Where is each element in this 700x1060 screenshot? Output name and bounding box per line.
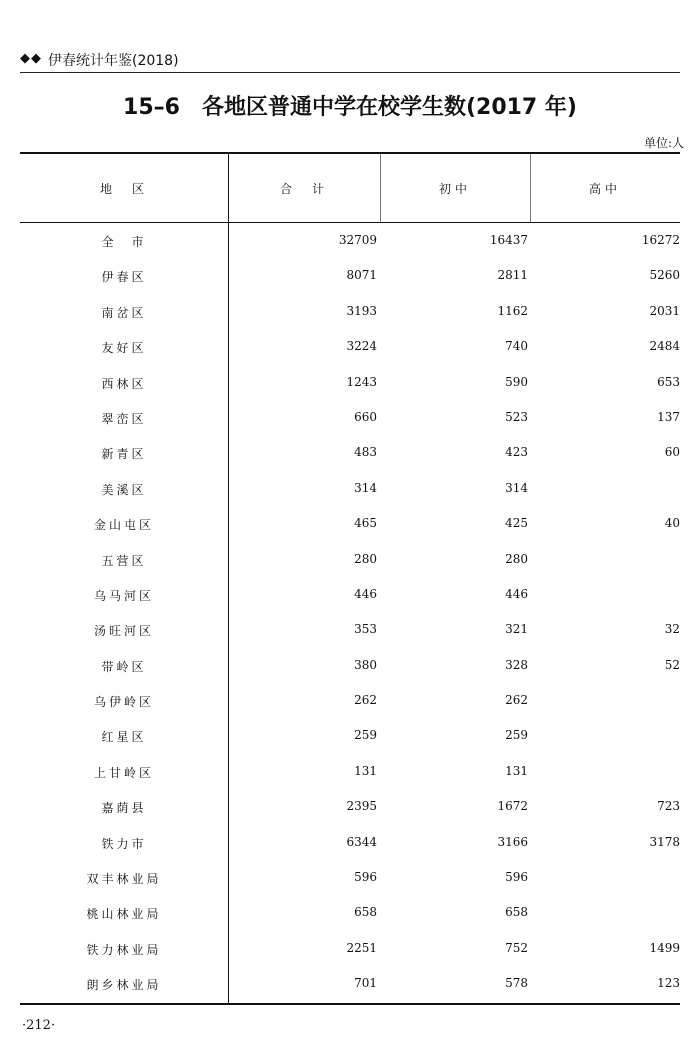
junior-cell: 2811 xyxy=(497,268,528,283)
junior-cell: 423 xyxy=(505,445,528,460)
junior-cell: 590 xyxy=(505,374,528,389)
table-row xyxy=(20,684,680,719)
total-cell: 660 xyxy=(354,409,377,424)
total-cell: 465 xyxy=(354,516,377,531)
senior-cell: 60 xyxy=(664,445,680,460)
table-row xyxy=(20,366,680,401)
table-row xyxy=(20,330,680,365)
diamond-bullets-icon: ◆◆ xyxy=(20,51,42,66)
table-body xyxy=(20,224,680,1003)
table-row xyxy=(20,861,680,896)
table-row xyxy=(20,896,680,931)
table-row xyxy=(20,578,680,613)
statistics-table xyxy=(20,152,680,1005)
total-cell: 32709 xyxy=(338,233,377,247)
total-cell: 3224 xyxy=(346,339,377,354)
region-cell: 全 市 xyxy=(101,235,147,249)
region-cell: 乌马河区 xyxy=(93,588,154,603)
region-cell: 新青区 xyxy=(101,447,147,462)
total-cell: 8071 xyxy=(346,268,377,283)
region-cell: 红星区 xyxy=(101,730,147,745)
column-header-region: 地 区 xyxy=(99,182,148,196)
junior-cell: 578 xyxy=(505,976,528,991)
region-cell: 桃山林业局 xyxy=(86,907,162,922)
total-cell: 1243 xyxy=(346,374,377,389)
table-row xyxy=(20,967,680,1002)
senior-cell: 2484 xyxy=(649,339,680,354)
total-cell: 596 xyxy=(354,870,377,885)
junior-cell: 740 xyxy=(505,339,528,354)
table-row xyxy=(20,790,680,825)
table-row xyxy=(20,649,680,684)
table-row xyxy=(20,224,680,259)
junior-cell: 523 xyxy=(505,409,528,424)
junior-cell: 328 xyxy=(505,657,528,672)
junior-cell: 131 xyxy=(505,763,528,778)
table-row xyxy=(20,826,680,861)
senior-cell: 723 xyxy=(657,799,680,814)
table-row xyxy=(20,613,680,648)
region-cell: 嘉荫县 xyxy=(101,801,147,816)
senior-cell: 16272 xyxy=(641,233,680,247)
total-cell: 3193 xyxy=(346,303,377,318)
junior-cell: 314 xyxy=(505,480,528,495)
unit-label: 单位:人 xyxy=(643,136,684,150)
region-cell: 西林区 xyxy=(101,376,147,391)
total-cell: 131 xyxy=(354,763,377,778)
junior-cell: 596 xyxy=(505,870,528,885)
region-cell: 五营区 xyxy=(101,553,147,568)
junior-cell: 425 xyxy=(505,516,528,531)
column-header-junior: 初中 xyxy=(438,182,471,196)
senior-cell: 137 xyxy=(657,409,680,424)
senior-cell: 123 xyxy=(657,976,680,991)
total-cell: 280 xyxy=(354,551,377,566)
senior-cell: 3178 xyxy=(649,834,680,849)
senior-cell: 40 xyxy=(664,516,680,531)
region-cell: 伊春区 xyxy=(101,270,147,285)
total-cell: 658 xyxy=(354,905,377,920)
region-cell: 铁力市 xyxy=(101,836,147,851)
table-row xyxy=(20,507,680,542)
total-cell: 262 xyxy=(354,693,377,708)
table-row xyxy=(20,401,680,436)
table-header-row xyxy=(20,154,680,223)
junior-cell: 1672 xyxy=(497,799,528,814)
table-row xyxy=(20,295,680,330)
region-cell: 带岭区 xyxy=(101,659,147,674)
region-cell: 双丰林业局 xyxy=(86,872,162,887)
region-cell: 乌伊岭区 xyxy=(93,695,154,710)
region-cell: 南岔区 xyxy=(101,305,147,320)
senior-cell: 2031 xyxy=(649,303,680,318)
total-cell: 259 xyxy=(354,728,377,743)
column-header-total: 合 计 xyxy=(279,182,328,196)
total-cell: 483 xyxy=(354,445,377,460)
junior-cell: 752 xyxy=(505,940,528,955)
region-cell: 金山屯区 xyxy=(93,518,154,533)
table-row xyxy=(20,932,680,967)
junior-cell: 16437 xyxy=(489,233,528,247)
header-divider xyxy=(380,154,381,222)
junior-cell: 3166 xyxy=(497,834,528,849)
table-row xyxy=(20,755,680,790)
running-header xyxy=(20,50,680,72)
column-header-senior: 高中 xyxy=(588,182,621,196)
header-rule xyxy=(20,72,680,73)
table-row xyxy=(20,543,680,578)
total-cell: 2395 xyxy=(346,799,377,814)
region-cell: 友好区 xyxy=(101,341,147,356)
total-cell: 701 xyxy=(354,976,377,991)
senior-cell: 32 xyxy=(664,622,680,637)
total-cell: 353 xyxy=(354,622,377,637)
junior-cell: 446 xyxy=(505,586,528,601)
page-number: ·212· xyxy=(22,1018,56,1033)
junior-cell: 262 xyxy=(505,693,528,708)
total-cell: 2251 xyxy=(346,940,377,955)
junior-cell: 321 xyxy=(505,622,528,637)
running-title: 伊春统计年鉴(2018) xyxy=(48,53,179,69)
senior-cell: 1499 xyxy=(649,940,680,955)
table-row xyxy=(20,436,680,471)
total-cell: 314 xyxy=(354,480,377,495)
region-cell: 美溪区 xyxy=(101,482,147,497)
table-row xyxy=(20,259,680,294)
total-cell: 446 xyxy=(354,586,377,601)
junior-cell: 280 xyxy=(505,551,528,566)
junior-cell: 658 xyxy=(505,905,528,920)
junior-cell: 259 xyxy=(505,728,528,743)
region-cell: 朗乡林业局 xyxy=(86,978,162,993)
total-cell: 6344 xyxy=(346,834,377,849)
region-cell: 上甘岭区 xyxy=(93,765,154,780)
table-row xyxy=(20,719,680,754)
table-title: 15–6 各地区普通中学在校学生数(2017 年) xyxy=(123,95,577,120)
region-cell: 汤旺河区 xyxy=(93,624,154,639)
senior-cell: 5260 xyxy=(649,268,680,283)
region-cell: 铁力林业局 xyxy=(86,942,162,957)
table-row xyxy=(20,472,680,507)
header-divider xyxy=(530,154,531,222)
junior-cell: 1162 xyxy=(497,303,528,318)
senior-cell: 52 xyxy=(664,657,680,672)
total-cell: 380 xyxy=(354,657,377,672)
region-cell: 翠峦区 xyxy=(101,411,147,426)
senior-cell: 653 xyxy=(657,374,680,389)
